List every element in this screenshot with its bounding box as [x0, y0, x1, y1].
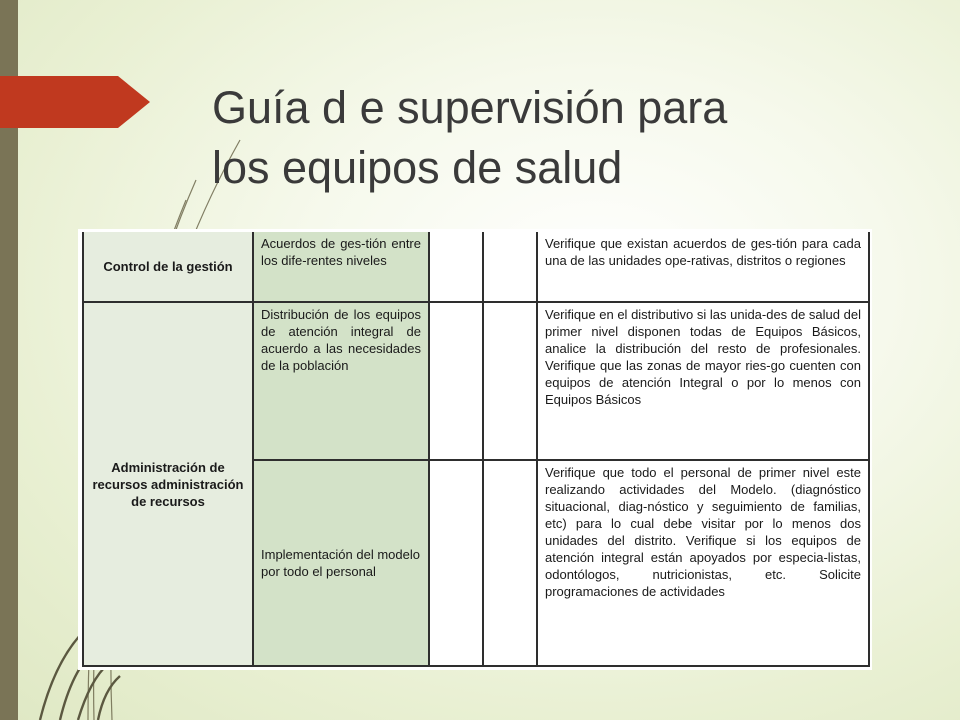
empty-check-cell	[429, 460, 483, 666]
activity-cell: Implementación del modelo por todo el personal	[253, 460, 429, 666]
slide-title-line-1: Guía d e supervisión para	[212, 82, 728, 133]
description-cell: Verifique que todo el personal de primer nivel este realizando actividades del Modelo. (diagnóstico situacional, diag-nóstico y seguimiento de familias, etc) para lo cual debe visitar por lo menos dos unidades del distrito. Verifique si los equipos de atención integral están apoyados por especia-listas, odontólogos, nutricionistas, etc. Solicite programaciones de actividades	[537, 460, 869, 666]
empty-check-cell	[483, 232, 537, 302]
slide-title-line-2: los equipos de salud	[212, 142, 623, 193]
table-row	[83, 232, 869, 302]
slide-title	[212, 78, 912, 198]
category-cell: Administración de recursos administración de recursos	[83, 302, 253, 666]
supervision-table	[82, 232, 870, 667]
table-row	[83, 302, 869, 459]
empty-check-cell	[483, 460, 537, 666]
description-cell: Verifique que existan acuerdos de ges-tión para cada una de las unidades ope-rativas, distritos o regiones	[537, 232, 869, 302]
activity-cell: Distribución de los equipos de atención integral de acuerdo a las necesidades de la población	[253, 302, 429, 459]
empty-check-cell	[483, 302, 537, 459]
empty-check-cell	[429, 232, 483, 302]
empty-check-cell	[429, 302, 483, 459]
title-accent-tab	[0, 76, 150, 128]
activity-cell: Acuerdos de ges-tión entre los dife-rentes niveles	[253, 232, 429, 302]
category-cell: Control de la gestión	[83, 232, 253, 302]
description-cell: Verifique en el distributivo si las unida-des de salud del primer nivel disponen todas de Equipos Básicos, analice la distribución del resto de profesionales. Verifique que las zonas de mayor ries-go cuenten con equipos de atención Integral o por lo menos con Equipos Básicos	[537, 302, 869, 459]
